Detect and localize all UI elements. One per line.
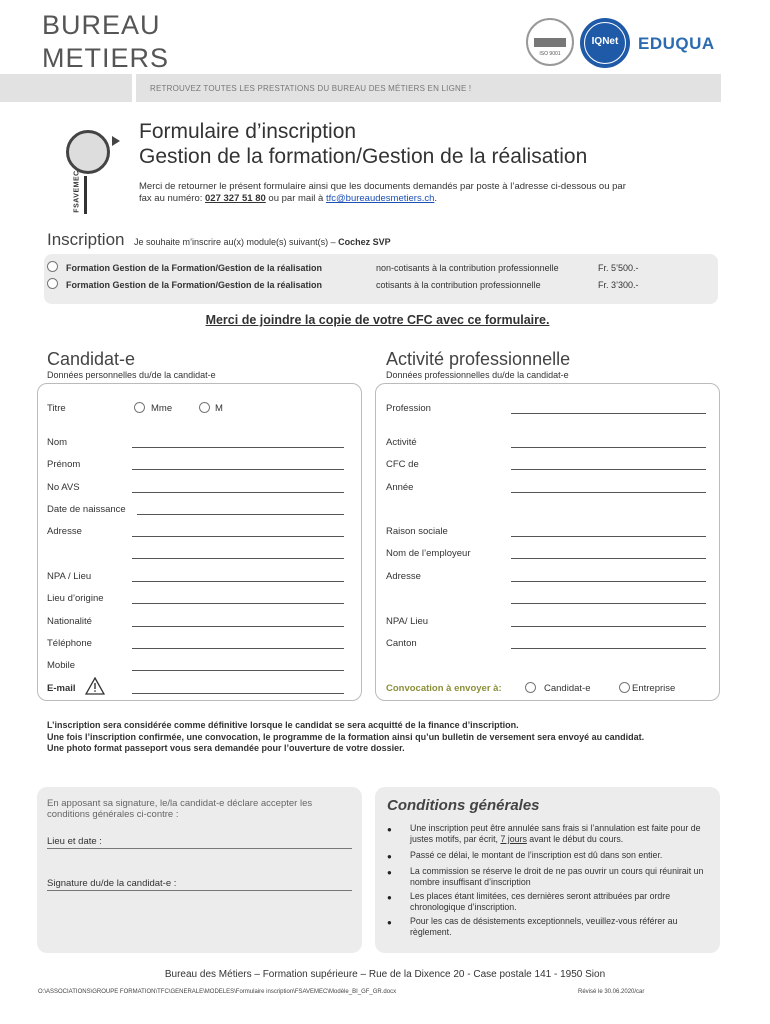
convocation-entreprise-label: Entreprise [632,683,676,694]
nom-field[interactable] [132,447,344,448]
profession-field[interactable] [511,413,706,414]
adresse-field-2[interactable] [132,558,344,559]
module-option-1-name: Formation Gestion de la Formation/Gestion de la réalisation [66,263,323,273]
mme-radio[interactable] [134,402,145,413]
adresse-label: Adresse [47,526,82,537]
activite-adresse-field[interactable] [511,581,706,582]
telephone-field[interactable] [132,648,344,649]
avs-field[interactable] [132,492,344,493]
email-field[interactable] [132,693,344,694]
module-option-2-price: Fr. 3’300.- [598,280,639,290]
annee-field[interactable] [511,492,706,493]
signature-field[interactable] [47,890,352,891]
lieu-date-label: Lieu et date : [47,836,102,847]
prenom-label: Prénom [47,459,81,470]
module-option-2-radio[interactable] [47,278,58,289]
convocation-candidat-label: Candidat-e [544,683,591,694]
condition-5: Pour les cas de désistements exceptionnels, veuillez-vous référer au règlement. [410,916,678,937]
footer-revision: Révisé le 30.06.2020/car [578,989,645,995]
condition-4: Les places étant limitées, ces dernières seront attribuées par ordre chronologique d’inscription. [410,891,671,912]
page-subtitle: Gestion de la formation/Gestion de la réalisation [139,145,588,168]
convocation-label: Convocation à envoyer à: [386,683,502,694]
footer-address: Bureau des Métiers – Formation supérieure – Rue de la Dixence 20 - Case postale 141 - 1950 Sion [164,969,606,980]
notice-line-2: Une fois l’inscription confirmée, une convocation, le programme de la formation ainsi qu’un bulletin de versement sera envoyé au candidat. [47,731,645,742]
iso-badge [526,18,574,66]
candidat-subheading: Données personnelles du/de la candidat-e [47,370,216,380]
notice-line-1: L’inscription sera considérée comme définitive lorsque le candidat se sera acquitté de la finance d’inscription. [47,720,519,730]
module-option-1-type: non-cotisants à la contribution professionnelle [376,263,559,273]
email-link[interactable]: tfc@bureaudesmetiers.ch [325,193,435,204]
fax-number: 027 327 51 80 [205,193,266,204]
conditions-heading: Conditions générales [387,797,540,814]
fsavemec-logo-text: FSAVEMEC [73,170,81,213]
warning-icon [85,677,105,695]
raison-sociale-label: Raison sociale [386,526,448,537]
m-label: M [215,403,223,414]
avs-label: No AVS [47,482,80,493]
cfc-de-label: CFC de [386,459,419,470]
candidat-box [37,383,362,701]
eduqua-logo: EDUQUA [638,34,715,53]
module-option-1-price: Fr. 5’500.- [598,263,639,273]
signature-text: En apposant sa signature, le/la candidat-e déclare accepter les conditions générales ci-contre : [47,798,313,820]
employeur-field[interactable] [511,558,706,559]
lieu-origine-field[interactable] [132,603,344,604]
module-option-2[interactable] [47,278,707,292]
module-option-2-name: Formation Gestion de la Formation/Gestion de la réalisation [66,280,323,290]
cfc-de-field[interactable] [511,469,706,470]
annee-label: Année [386,482,414,493]
iqnet-badge [580,18,630,68]
inscription-subtitle: Je souhaite m’inscrire au(x) module(s) suivant(s) – Cochez SVP [134,237,391,247]
activite-subheading: Données professionnelles du/de la candidat-e [386,370,569,380]
banner-text: RETROUVEZ TOUTES LES PRESTATIONS DU BUREAU DES MÉTIERS EN LIGNE ! [150,84,472,93]
npa-lieu-label: NPA / Lieu [47,571,92,582]
footer-path: O:\ASSOCIATIONS\GROUPE FORMATION\TFC\GENERALE\MODELES\Formulaire inscription\FSAVEMEC\Modèle_BI_GF_GR.docx [38,989,397,995]
employeur-label: Nom de l’employeur [386,548,471,559]
condition-2: Passé ce délai, le montant de l’inscription est dû dans son entier. [410,850,663,860]
email-label: E-mail [47,683,76,694]
condition-3: La commission se réserve le droit de ne pas ouvrir un cours qui réunirait un nombre insuffisant d’inscription [410,866,704,887]
notice-block [47,720,707,755]
convocation-entreprise-radio[interactable] [619,682,630,693]
intro-line-2: fax au numéro: 027 327 51 80 ou par mail à tfc@bureaudesmetiers.ch. [139,193,438,204]
prenom-field[interactable] [132,469,344,470]
npa-lieu-field[interactable] [132,581,344,582]
convocation-candidat-radio[interactable] [525,682,536,693]
condition-1: Une inscription peut être annulée sans frais si l’annulation est faite pour de justes motifs, par écrit, 7 jours avant le début du cours. [410,823,701,844]
lieu-origine-label: Lieu d’origine [47,593,104,604]
activite-npa-label: NPA/ Lieu [386,616,429,627]
profession-label: Profession [386,403,431,414]
raison-sociale-field[interactable] [511,536,706,537]
cfc-note: Merci de joindre la copie de votre CFC avec ce formulaire. [205,313,550,327]
activite-heading: Activité professionnelle [386,349,571,369]
iqnet-badge-label: IQNet [591,36,619,47]
mobile-field[interactable] [132,670,344,671]
activite-box [375,383,720,701]
intro-line-1: Merci de retourner le présent formulaire ainsi que les documents demandés par poste à l’adresse ci-dessous ou par [139,181,626,192]
birthdate-label: Date de naissance [47,504,126,515]
nationalite-field[interactable] [132,626,344,627]
nationalite-label: Nationalité [47,616,92,627]
m-radio[interactable] [199,402,210,413]
nom-label: Nom [47,437,68,448]
canton-field[interactable] [511,648,706,649]
activite-field[interactable] [511,447,706,448]
signature-label: Signature du/de la candidat-e : [47,878,177,889]
adresse-field[interactable] [132,536,344,537]
activite-npa-field[interactable] [511,626,706,627]
banner-left [0,74,132,102]
canton-label: Canton [386,638,417,649]
module-option-2-type: cotisants à la contribution professionnelle [376,280,541,290]
birthdate-field[interactable] [137,514,344,515]
page-title: Formulaire d’inscription [139,120,357,143]
mobile-label: Mobile [47,660,75,671]
bureau-metiers-logo [42,10,170,73]
module-option-1[interactable] [47,261,707,275]
notice-line-3: Une photo format passeport vous sera demandée pour l’ouverture de votre dossier. [47,743,405,753]
activite-adresse-field-2[interactable] [511,603,706,604]
candidat-heading: Candidat-e [47,349,136,369]
activite-adresse-label: Adresse [386,571,421,582]
logo-line-1: BUREAU [42,10,161,40]
fsavemec-logo [60,126,130,216]
titre-label: Titre [47,403,66,414]
logo-line-2: METIERS [42,43,170,73]
telephone-label: Téléphone [47,638,92,649]
mme-label: Mme [151,403,173,414]
lieu-date-field[interactable] [47,848,352,849]
inscription-heading: Inscription [47,230,125,249]
iso-badge-label: ISO 9001 [539,51,561,57]
module-option-1-radio[interactable] [47,261,58,272]
activite-label: Activité [386,437,417,448]
